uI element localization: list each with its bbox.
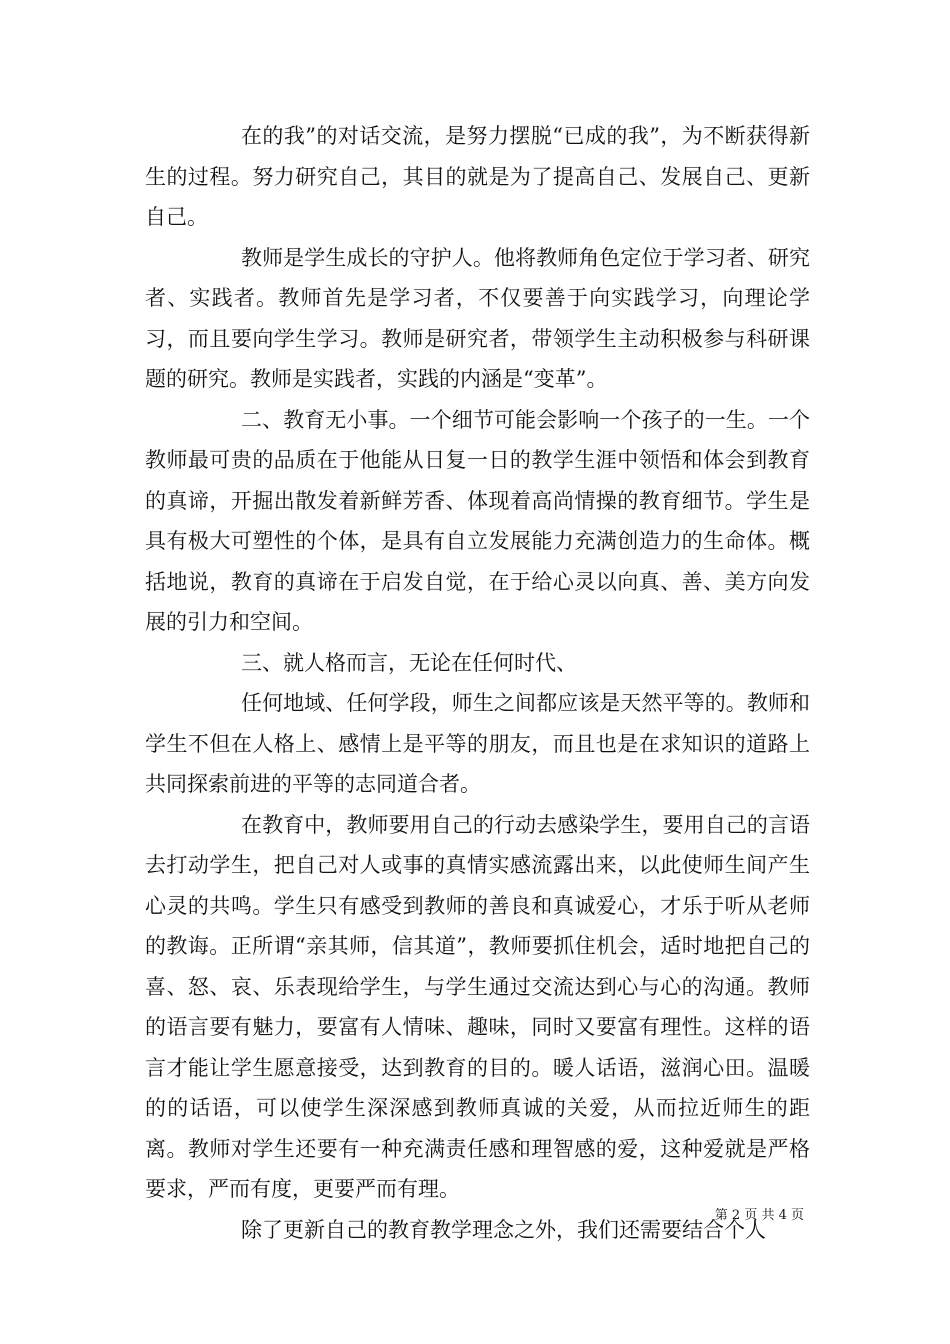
paragraph-education-influence: 在教育中，教师要用自己的行动去感染学生，要用自己的言语去打动学生，把自己对人或事的真情实感流露出来，以此使师生间产生心灵的共鸣。学生只有感受到教师的善良和真诚爱心，才乐于听从老师的教诲。正所谓“亲其师，信其道”，教师要抓住机会，适时地把自己的喜、怒、哀、乐表现给学生，与学生通过交流达到心与心的沟通。教师的语言要有魅力，要富有人情味、趣味，同时又要富有理性。这样的语言才能让学生愿意接受，达到教育的目的。暖人话语，滋润心田。温暖的的话语，可以使学生深深感到教师真诚的关爱，从而拉近师生的距离。教师对学生还要有一种充满责任感和理智感的爱，这种爱就是严格要求，严而有度，更要严而有理。 xyxy=(145,812,810,1201)
paragraph-teacher-role: 教师是学生成长的守护人。他将教师角色定位于学习者、研究者、实践者。教师首先是学习者，不仅要善于向实践学习，向理论学习，而且要向学生学习。教师是研究者，带领学生主动积极参与科研课题的研究。教师是实践者，实践的内涵是“变革”。 xyxy=(145,245,810,391)
paragraph-equality: 任何地域、任何学段，师生之间都应该是天然平等的。教师和学生不但在人格上、感情上是平等的朋友，而且也是在求知识的道路上共同探索前进的平等的志同道合者。 xyxy=(145,691,810,796)
page-number-label: 第 2 页 共 4 页 xyxy=(714,1208,804,1223)
page-footer xyxy=(715,1204,804,1223)
paragraph-section-two: 二、教育无小事。一个细节可能会影响一个孩子的一生。一个教师最可贵的品质在于他能从日复一日的教学生涯中领悟和体会到教育的真谛，开掘出散发着新鲜芳香、体现着高尚情操的教育细节。学生是具有极大可塑性的个体，是具有自立发展能力充满创造力的生命体。概括地说，教育的真谛在于启发自觉，在于给心灵以向真、善、美方向发展的引力和空间。 xyxy=(145,407,810,634)
paragraph-closing: 除了更新自己的教育教学理念之外，我们还需要结合个人 xyxy=(241,1217,766,1242)
paragraph-section-three-heading: 三、就人格而言，无论在任何时代、 xyxy=(241,650,577,675)
document-body xyxy=(145,116,810,1250)
paragraph-continuation: 在的我”的对话交流，是努力摆脱“已成的我”，为不断获得新生的过程。努力研究自己，其目的就是为了提高自己、发展自己、更新自己。 xyxy=(145,124,810,229)
